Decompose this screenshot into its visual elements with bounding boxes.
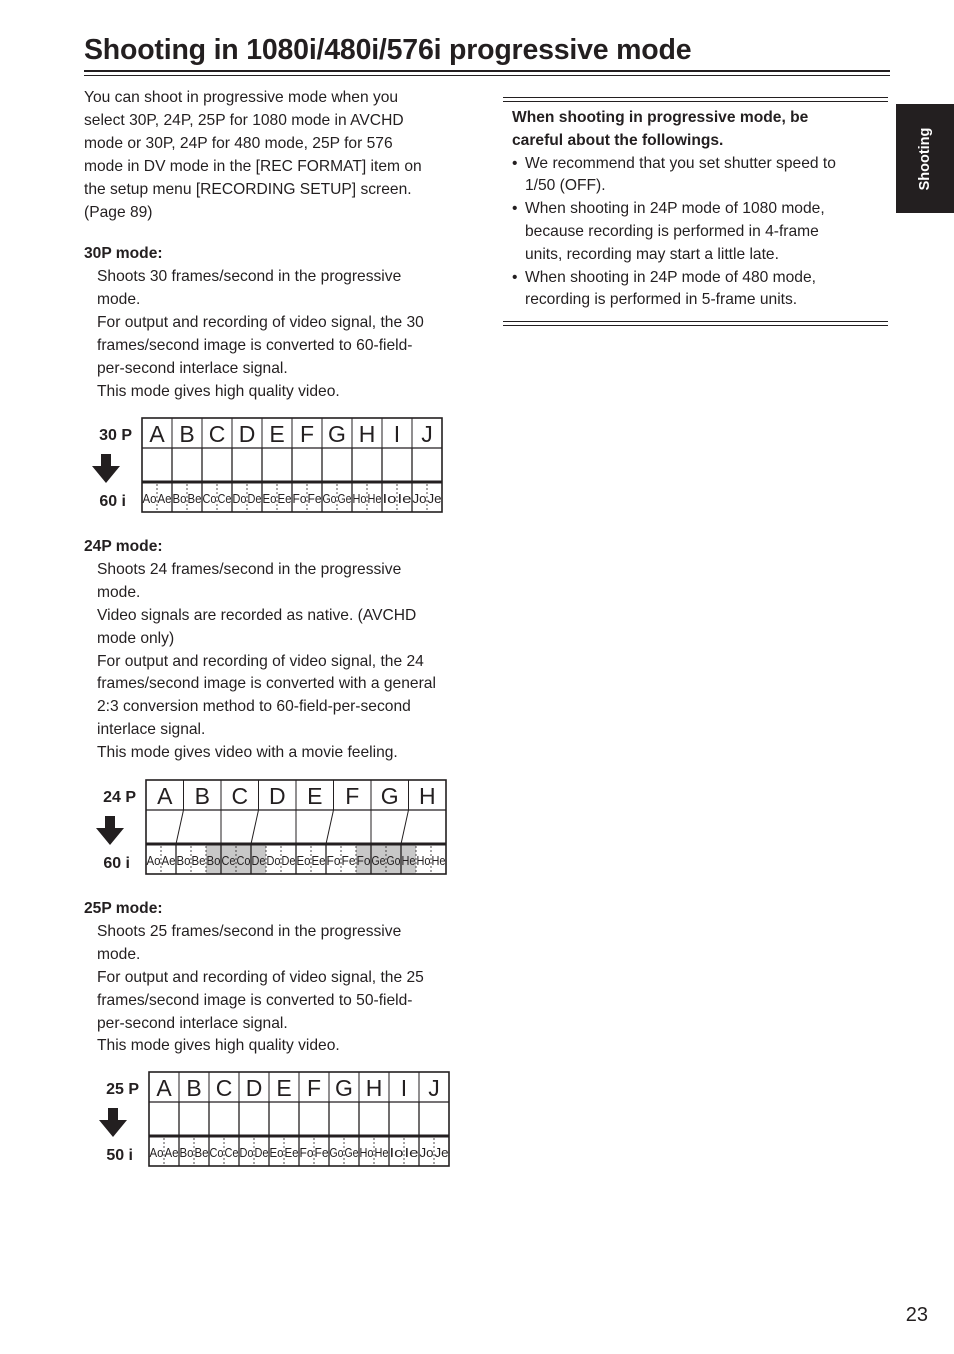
field-label: Ae [157, 491, 172, 506]
notice-heading-line: careful about the followings. [512, 131, 724, 149]
field-rate-label: 50 i [106, 1147, 133, 1164]
mode24-line: interlace signal. [97, 721, 206, 739]
intro-line: the setup menu [RECORDING SETUP] screen. [84, 180, 412, 198]
field-label: Do [232, 491, 247, 506]
frame-label: G [335, 1075, 353, 1101]
intro-paragraph [84, 87, 484, 224]
mode24-line: frames/second image is converted with a general [97, 675, 436, 693]
field-label: Co [209, 1145, 224, 1160]
mode24-line: mode only) [97, 629, 175, 647]
field-label: Io [382, 491, 397, 506]
diagram-25p [84, 1066, 454, 1174]
field-label: Fo [299, 1145, 314, 1160]
mode30-line: per-second interlace signal. [97, 359, 288, 377]
field-label: Be [191, 853, 206, 868]
notice-heading [512, 107, 884, 153]
field-label: Do [239, 1145, 254, 1160]
field-label: Ee [311, 853, 326, 868]
frame-label: I [400, 1075, 408, 1101]
field-label: Bo [179, 1145, 194, 1160]
field-label: Go [386, 853, 401, 868]
mode25-body [84, 921, 484, 1058]
field-label: Be [187, 491, 202, 506]
notice-heading-line: When shooting in progressive mode, be [512, 109, 809, 126]
notice-text [512, 107, 884, 312]
frame-label: G [380, 783, 399, 809]
mode25-line: This mode gives high quality video. [97, 1037, 340, 1055]
mode25-line: For output and recording of video signal, the 25 [97, 968, 424, 986]
field-label: He [431, 853, 446, 868]
field-label: Ce [224, 1145, 239, 1160]
notice-bullet-line: recording is performed in 5-frame units. [525, 291, 798, 309]
frame-label: A [149, 421, 165, 447]
field-rate-label: 60 i [103, 855, 130, 872]
field-label: Ie [397, 491, 412, 506]
field-label: Co [202, 491, 217, 506]
field-label: Io [389, 1145, 404, 1160]
field-label: Ao [142, 491, 157, 506]
field-label: Ho [359, 1145, 374, 1160]
frame-label: F [299, 421, 315, 447]
mode25-line: Shoots 25 frames/second in the progressive [97, 922, 402, 940]
field-label: Je [434, 1145, 449, 1160]
field-label: Ge [344, 1145, 359, 1160]
mode25-heading: 25P mode: [84, 900, 163, 917]
notice-bullet-line: because recording is performed in 4-frame [525, 222, 819, 240]
page-number: 23 [905, 1304, 928, 1326]
notice-bottom-rule [503, 321, 888, 326]
field-label: De [251, 853, 266, 868]
frame-label: D [238, 421, 256, 447]
frame-label: G [328, 421, 346, 447]
intro-line: mode or 30P, 24P for 480 mode, 25P for 576 [84, 134, 393, 152]
mode30-line: frames/second image is converted to 60-field- [97, 337, 413, 355]
diagram-30p [84, 412, 454, 520]
frame-rate-label: 24 P [103, 789, 136, 806]
field-label: He [367, 491, 382, 506]
field-label: He [401, 853, 416, 868]
field-label: Je [427, 491, 442, 506]
field-label: Co [236, 853, 251, 868]
mode25-line: mode. [97, 945, 141, 963]
field-label: Ie [404, 1145, 419, 1160]
frame-label: F [345, 783, 360, 809]
diagram-24p [84, 774, 454, 882]
frame-label: J [421, 421, 433, 447]
mode24-line: Video signals are recorded as native. (AVCHD [97, 606, 417, 624]
mode25-block [84, 898, 484, 1058]
down-arrow-icon [92, 454, 120, 483]
field-label: Ee [277, 491, 292, 506]
field-label: Ao [149, 1145, 164, 1160]
field-label: Fo [292, 491, 307, 506]
field-label: Bo [176, 853, 191, 868]
field-label: Ao [146, 853, 161, 868]
frame-label: J [428, 1075, 440, 1101]
frame-label: D [268, 783, 286, 809]
frame-label: A [156, 1075, 172, 1101]
frame-label: B [179, 421, 195, 447]
mode30-body [84, 266, 484, 403]
field-label: Be [194, 1145, 209, 1160]
frame-label: E [276, 1075, 292, 1101]
field-label: Do [266, 853, 281, 868]
field-label: Bo [206, 853, 221, 868]
mode25-line: per-second interlace signal. [97, 1014, 288, 1032]
intro-line: select 30P, 24P, 25P for 1080 mode in AVCHD [84, 111, 404, 129]
frame-label: D [245, 1075, 263, 1101]
field-label: Ho [416, 853, 431, 868]
bullet-dot-icon: • [512, 200, 518, 218]
mode24-heading: 24P mode: [84, 538, 163, 555]
field-label: Ce [221, 853, 236, 868]
mode24-line: For output and recording of video signal, the 24 [97, 652, 424, 670]
field-label: De [281, 853, 296, 868]
pulldown-line [326, 810, 334, 844]
frame-label: I [393, 421, 401, 447]
frame-label: B [194, 783, 210, 809]
mode30-line: For output and recording of video signal, the 30 [97, 314, 424, 332]
title-rule [84, 70, 890, 72]
section-tab-label: Shooting [917, 127, 933, 190]
notice-bullet-line: We recommend that you set shutter speed to [525, 154, 836, 172]
field-label: De [247, 491, 262, 506]
field-label: Go [322, 491, 337, 506]
field-label: Ho [352, 491, 367, 506]
mode24-line: mode. [97, 583, 141, 601]
field-label: Fe [314, 1145, 329, 1160]
notice-bullet-line: 1/50 (OFF). [525, 177, 606, 195]
section-tab [896, 104, 954, 213]
field-label: Eo [262, 491, 277, 506]
pulldown-line [401, 810, 409, 844]
frame-label: F [306, 1075, 322, 1101]
page-title: Shooting in 1080i/480i/576i progressive mode [84, 34, 692, 66]
intro-line: mode in DV mode in the [REC FORMAT] item on [84, 157, 422, 175]
field-label: Eo [296, 853, 311, 868]
field-label: De [254, 1145, 269, 1160]
frame-label: A [157, 783, 173, 809]
notice-bullet-line: units, recording may start a little late. [525, 245, 779, 263]
mode30-line: mode. [97, 291, 141, 309]
notice-bullet-line: When shooting in 24P mode of 480 mode, [525, 268, 816, 286]
mode24-line: Shoots 24 frames/second in the progressive [97, 560, 402, 578]
frame-label: E [307, 783, 323, 809]
field-label: Go [329, 1145, 344, 1160]
left-column-top [84, 87, 484, 404]
mode30-line: Shoots 30 frames/second in the progressive [97, 268, 402, 286]
field-label: Ce [217, 491, 232, 506]
field-label: Ee [284, 1145, 299, 1160]
frame-label: C [231, 783, 249, 809]
title-rule-thin [84, 75, 890, 76]
frame-label: H [365, 1075, 383, 1101]
field-label: He [374, 1145, 389, 1160]
notice-bullet-line: When shooting in 24P mode of 1080 mode, [525, 200, 825, 218]
down-arrow-icon [99, 1108, 127, 1137]
field-rate-label: 60 i [99, 493, 126, 510]
field-label: Fo [356, 853, 371, 868]
intro-line: (Page 89) [84, 203, 153, 221]
frame-label: C [215, 1075, 233, 1101]
bullet-dot-icon: • [512, 268, 518, 286]
pulldown-line [176, 810, 184, 844]
frame-rate-label: 25 P [106, 1081, 139, 1098]
mode24-line: 2:3 conversion method to 60-field-per-second [97, 698, 411, 716]
frame-label: B [186, 1075, 202, 1101]
frame-label: C [208, 421, 226, 447]
mode30-heading: 30P mode: [84, 245, 163, 263]
mode25-line: frames/second image is converted to 50-field- [97, 991, 413, 1009]
field-label: Fe [341, 853, 356, 868]
frame-label: E [269, 421, 285, 447]
field-label: Ae [164, 1145, 179, 1160]
pulldown-line [251, 810, 259, 844]
frame-label: H [418, 783, 436, 809]
mode30-line: This mode gives high quality video. [97, 382, 340, 400]
notice-box [503, 97, 888, 327]
field-label: Fo [326, 853, 341, 868]
field-label: Jo [412, 491, 427, 506]
notice-top-rule [503, 97, 888, 102]
notice-bullet [512, 153, 884, 199]
field-label: Ge [337, 491, 352, 506]
mode24-block [84, 536, 484, 765]
field-label: Eo [269, 1145, 284, 1160]
field-label: Ae [161, 853, 176, 868]
frame-label: H [358, 421, 376, 447]
mode24-body [84, 559, 484, 765]
mode24-line: This mode gives video with a movie feeling. [97, 744, 398, 762]
field-label: Fe [307, 491, 322, 506]
field-label: Bo [172, 491, 187, 506]
down-arrow-icon [96, 816, 124, 845]
notice-bullet [512, 267, 884, 313]
intro-line: You can shoot in progressive mode when you [84, 89, 399, 106]
frame-rate-label: 30 P [99, 427, 132, 444]
field-label: Jo [419, 1145, 434, 1160]
notice-bullet [512, 198, 884, 266]
field-label: Ge [371, 853, 386, 868]
bullet-dot-icon: • [512, 154, 518, 172]
